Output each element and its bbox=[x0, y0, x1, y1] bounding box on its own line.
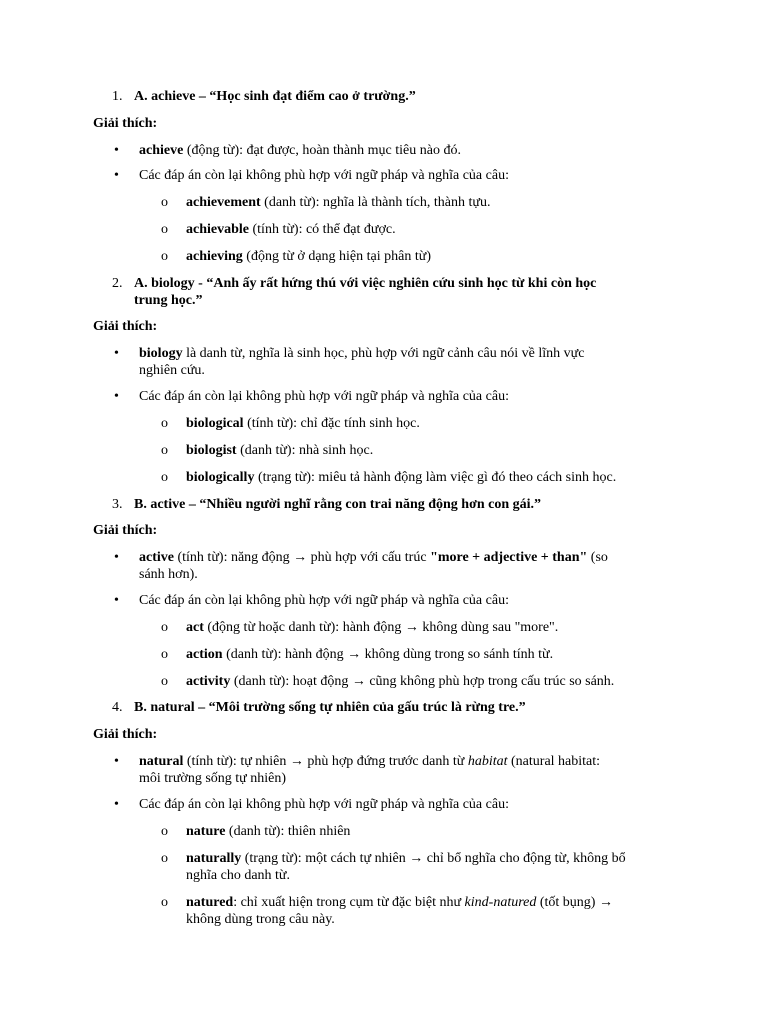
explanation-point: Các đáp án còn lại không phù hợp với ngữ pháp và nghĩa của câu: bbox=[139, 168, 509, 183]
circle-bullet-icon: o bbox=[161, 195, 168, 210]
option-item: naturally (trạng từ): một cách tự nhiên → chỉ bổ nghĩa cho động từ, không bổ bbox=[186, 851, 626, 866]
circle-bullet-icon: o bbox=[161, 620, 168, 635]
circle-bullet-icon: o bbox=[161, 895, 168, 910]
explanation-point-cont: môi trường sống tự nhiên) bbox=[139, 771, 287, 786]
option-item-cont: nghĩa cho danh từ. bbox=[186, 868, 291, 883]
circle-bullet-icon: o bbox=[161, 824, 168, 839]
circle-bullet-icon: o bbox=[161, 443, 168, 458]
circle-bullet-icon: o bbox=[161, 647, 168, 662]
question-number: 3. bbox=[112, 497, 123, 512]
option-item: nature (danh từ): thiên nhiên bbox=[186, 824, 351, 839]
bullet-icon: • bbox=[114, 389, 119, 404]
option-item: achievement (danh từ): nghĩa là thành tích, thành tựu. bbox=[186, 195, 491, 210]
option-item: biological (tính từ): chỉ đặc tính sinh học. bbox=[186, 416, 420, 431]
option-item: achieving (động từ ở dạng hiện tại phân từ) bbox=[186, 249, 431, 264]
explanation-point: Các đáp án còn lại không phù hợp với ngữ pháp và nghĩa của câu: bbox=[139, 593, 509, 608]
option-item: biologist (danh từ): nhà sinh học. bbox=[186, 443, 374, 458]
explanation-point-cont: nghiên cứu. bbox=[139, 363, 205, 378]
option-item: natured: chỉ xuất hiện trong cụm từ đặc biệt như kind-natured (tốt bụng) → bbox=[186, 895, 613, 910]
question-title-cont: trung học.” bbox=[134, 293, 203, 308]
explanation-point: biology là danh từ, nghĩa là sinh học, phù hợp với ngữ cảnh câu nói về lĩnh vực bbox=[139, 346, 585, 361]
question-title: A. achieve – “Học sinh đạt điểm cao ở trường.” bbox=[134, 89, 416, 104]
circle-bullet-icon: o bbox=[161, 470, 168, 485]
explanation-heading: Giải thích: bbox=[93, 727, 158, 742]
circle-bullet-icon: o bbox=[161, 851, 168, 866]
explanation-heading: Giải thích: bbox=[93, 116, 158, 131]
question-number: 4. bbox=[112, 700, 123, 715]
explanation-point: Các đáp án còn lại không phù hợp với ngữ pháp và nghĩa của câu: bbox=[139, 797, 509, 812]
question-number: 2. bbox=[112, 276, 123, 291]
explanation-point: natural (tính từ): tự nhiên → phù hợp đứng trước danh từ habitat (natural habitat: bbox=[139, 754, 601, 769]
explanation-point-cont: sánh hơn). bbox=[139, 567, 198, 582]
circle-bullet-icon: o bbox=[161, 674, 168, 689]
explanation-heading: Giải thích: bbox=[93, 523, 158, 538]
explanation-point: achieve (động từ): đạt được, hoàn thành mục tiêu nào đó. bbox=[139, 143, 461, 158]
option-item: achievable (tính từ): có thể đạt được. bbox=[186, 222, 396, 237]
question-title: B. natural – “Môi trường sống tự nhiên của gấu trúc là rừng tre.” bbox=[134, 700, 526, 715]
option-item-cont: không dùng trong câu này. bbox=[186, 912, 335, 927]
option-item: biologically (trạng từ): miêu tả hành động làm việc gì đó theo cách sinh học. bbox=[186, 470, 617, 485]
bullet-icon: • bbox=[114, 797, 119, 812]
option-item: act (động từ hoặc danh từ): hành động → không dùng sau "more". bbox=[186, 620, 559, 635]
bullet-icon: • bbox=[114, 346, 119, 361]
circle-bullet-icon: o bbox=[161, 222, 168, 237]
bullet-icon: • bbox=[114, 168, 119, 183]
circle-bullet-icon: o bbox=[161, 416, 168, 431]
explanation-point: Các đáp án còn lại không phù hợp với ngữ pháp và nghĩa của câu: bbox=[139, 389, 509, 404]
bullet-icon: • bbox=[114, 550, 119, 565]
bullet-icon: • bbox=[114, 593, 119, 608]
explanation-heading: Giải thích: bbox=[93, 319, 158, 334]
option-item: activity (danh từ): hoạt động → cũng không phù hợp trong cấu trúc so sánh. bbox=[186, 674, 615, 689]
explanation-point: active (tính từ): năng động → phù hợp với cấu trúc "more + adjective + than" (so bbox=[139, 550, 608, 565]
option-item: action (danh từ): hành động → không dùng trong so sánh tính từ. bbox=[186, 647, 554, 662]
question-number: 1. bbox=[112, 89, 123, 104]
circle-bullet-icon: o bbox=[161, 249, 168, 264]
question-title: B. active – “Nhiều người nghĩ rằng con trai năng động hơn con gái.” bbox=[134, 497, 542, 512]
question-title: A. biology - “Anh ấy rất hứng thú với việc nghiên cứu sinh học từ khi còn học bbox=[134, 276, 597, 291]
bullet-icon: • bbox=[114, 143, 119, 158]
bullet-icon: • bbox=[114, 754, 119, 769]
